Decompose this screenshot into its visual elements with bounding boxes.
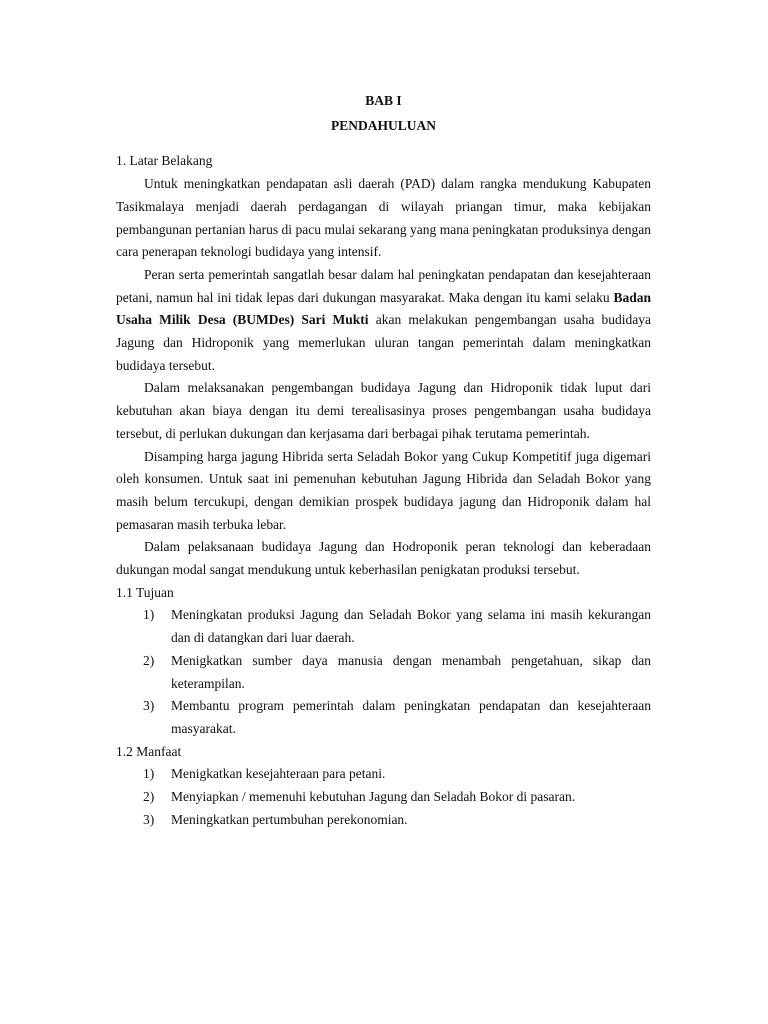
organization-name: Badan Usaha Milik Desa (BUMDes) Sari Mukti <box>116 289 651 328</box>
paragraph: Untuk meningkatkan pendapatan asli daerah (PAD) dalam rangka mendukung Kabupaten Tasikmalaya menjadi daerah perdagangan di wilayah priangan timur, maka kebijakan pembangunan pertanian harus di pacu mulai sekarang yang mana peningkatan produksinya dengan cara penerapan teknologi budidaya yang intensif. <box>116 176 651 260</box>
list-item <box>116 763 651 786</box>
paragraph: Dalam pelaksanaan budidaya Jagung dan Hodroponik peran teknologi dan keberadaan dukungan modal sangat mendukung untuk keberhasilan penigkatan produksi tersebut. <box>116 539 651 578</box>
list-item <box>116 650 651 695</box>
list-item-text: Membantu program pemerintah dalam peningkatan pendapatan dan kesejahteraan masyarakat. <box>171 698 651 736</box>
list-item <box>116 809 651 832</box>
section-heading-manfaat: 1.2 Manfaat <box>116 743 182 759</box>
list-item-text: Meningkatan produksi Jagung dan Seladah Bokor yang selama ini masih kekurangan dan di datangkan dari luar daerah. <box>171 607 651 646</box>
document-content <box>116 90 651 832</box>
paragraph-text: Peran serta pemerintah sangatlah besar dalam hal peningkatan pendapatan dan kesejahteraan petani, namun hal ini tidak lepas dari dukungan masyarakat. Maka dengan itu kami selaku <box>116 266 651 305</box>
list-item-text: Menyiapkan / memenuhi kebutuhan Jagung dan Seladah Bokor di pasaran. <box>171 789 576 805</box>
list-number: 2) <box>143 789 155 805</box>
manfaat-list <box>116 763 651 831</box>
list-item <box>116 786 651 809</box>
list-number: 3) <box>143 698 155 714</box>
list-item-text: Menigkatkan sumber daya manusia dengan menambah pengetahuan, sikap dan keterampilan. <box>171 652 651 691</box>
list-number: 1) <box>143 766 155 782</box>
section-heading-latar-belakang: 1. Latar Belakang <box>116 153 213 169</box>
chapter-title: PENDAHULUAN <box>330 117 436 133</box>
paragraph <box>116 264 651 378</box>
list-item-text: Menigkatkan kesejahteraan para petani. <box>171 766 386 782</box>
tujuan-list <box>116 604 651 740</box>
paragraph: Dalam melaksanakan pengembangan budidaya Jagung dan Hidroponik tidak luput dari kebutuhan akan biaya dengan itu demi terealisasinya proses pengembangan usaha budidaya tersebut, di perlukan dukungan dan kerjasama dari berbagai pihak terutama pemerintah. <box>116 380 651 441</box>
section-heading-tujuan: 1.1 Tujuan <box>116 584 174 600</box>
list-number: 2) <box>143 652 155 668</box>
list-item-text: Meningkatkan pertumbuhan perekonomian. <box>171 811 408 827</box>
chapter-number: BAB I <box>365 93 402 108</box>
list-number: 3) <box>143 811 155 827</box>
paragraph-text: akan melakukan pengembangan usaha budidaya Jagung dan Hidroponik yang memerlukan uluran tangan pemerintah dalam meningkatkan budidaya tersebut. <box>116 312 651 373</box>
list-number: 1) <box>143 607 155 623</box>
list-item <box>116 695 651 740</box>
paragraph: Disamping harga jagung Hibrida serta Seladah Bokor yang Cukup Kompetitif juga digemari oleh konsumen. Untuk saat ini pemenuhan kebutuhan Jagung Hibrida dan Seladah Bokor yang masih belum tercukupi, dengan demikian prospek budidaya jagung dan Hidroponik dalam hal pemasaran masih terbuka lebar. <box>116 448 651 532</box>
list-item <box>116 604 651 649</box>
